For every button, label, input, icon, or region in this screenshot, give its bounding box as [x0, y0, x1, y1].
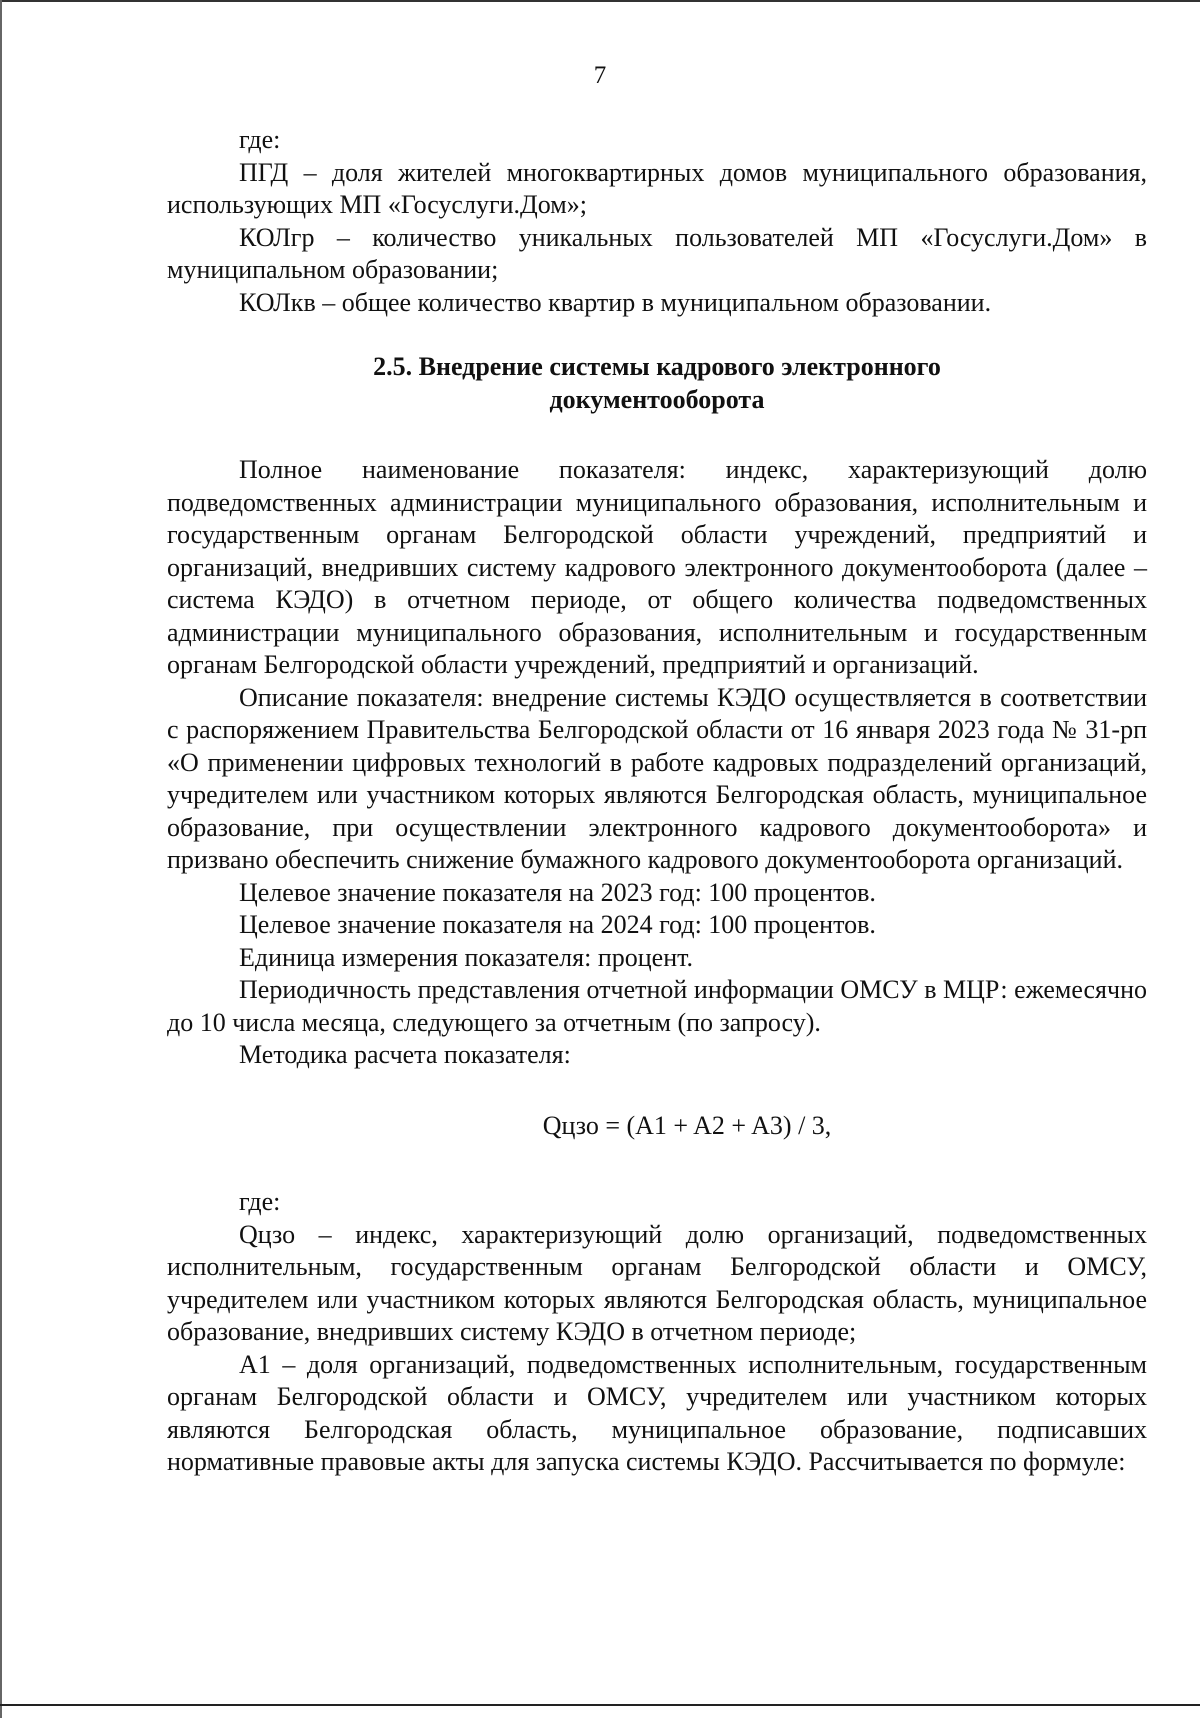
paragraph-pgd-definition: ПГД – доля жителей многоквартирных домов муниципального образования, использующих МП «Госуслуги.Дом»; — [167, 157, 1147, 219]
paragraph-target-2023: Целевое значение показателя на 2023 год: 100 процентов. — [239, 877, 876, 907]
paragraph-kolgr-definition: КОЛгр – количество уникальных пользователей МП «Госуслуги.Дом» в муниципальном образовании; — [167, 222, 1147, 284]
section-heading-line2: документооборота — [549, 384, 765, 414]
page-number: 7 — [593, 62, 607, 89]
page-edge-bottom — [0, 1704, 1200, 1706]
paragraph-periodicity: Периодичность представления отчетной информации ОМСУ в МЦР: ежемесячно до 10 числа месяца, следующего за отчетным (по запросу). — [167, 975, 1147, 1037]
page-edge-left — [0, 0, 2, 1718]
paragraph-target-2024: Целевое значение показателя на 2024 год: 100 процентов. — [239, 910, 876, 939]
paragraph-methodology: Методика расчета показателя: — [239, 1040, 571, 1069]
paragraph-where: где: — [239, 125, 281, 154]
section-heading — [167, 351, 1147, 416]
section-heading-line1: 2.5. Внедрение системы кадрового электронного — [373, 352, 941, 381]
paragraph-description: Описание показателя: внедрение системы КЭДО осуществляется в соответствии с распоряжением Правительства Белгородской области от 16 января 2023 года № 31-рп «О применении цифровых технологий в работе кадровых подразделений организаций, учредителем или участником которых являются Белгородская область, муниципальное образование, при осуществлении электронного кадрового документооборота» и призвано обеспечить снижение бумажного кадрового документооборота организаций. — [167, 682, 1147, 874]
page-edge-top — [0, 0, 1200, 2]
formula: Qцзо = (A1 + A2 + A3) / 3, — [542, 1110, 832, 1140]
paragraph-where-2: где: — [239, 1187, 281, 1216]
paragraph-a1-definition: А1 – доля организаций, подведомственных исполнительным, государственным органам Белгородской области и ОМСУ, учредителем или участником которых являются Белгородская область, муниципальное образование, подписавших нормативные правовые акты для запуска системы КЭДО. Рассчитывается по формуле: — [167, 1349, 1147, 1476]
paragraph-qczo-definition: Qцзо – индекс, характеризующий долю организаций, подведомственных исполнительным, государственным органам Белгородской области и ОМСУ, учредителем или участником которых являются Белгородская область, муниципальное образование, внедривших систему КЭДО в отчетном периоде; — [167, 1219, 1147, 1346]
paragraph-full-name: Полное наименование показателя: индекс, характеризующий долю подведомственных администрации муниципального образования, исполнительным и государственным органам Белгородской области учреждений, предприятий и организаций, внедривших систему кадрового электронного документооборота (далее – система КЭДО) в отчетном периоде, от общего количества подведомственных администрации муниципального образования, исполнительным и государственным органам Белгородской области учреждений, предприятий и организаций. — [167, 455, 1147, 679]
paragraph-kolkv-definition: КОЛкв – общее количество квартир в муниципальном образовании. — [239, 287, 992, 317]
document-body — [167, 124, 1147, 1479]
paragraph-unit: Единица измерения показателя: процент. — [239, 942, 694, 972]
